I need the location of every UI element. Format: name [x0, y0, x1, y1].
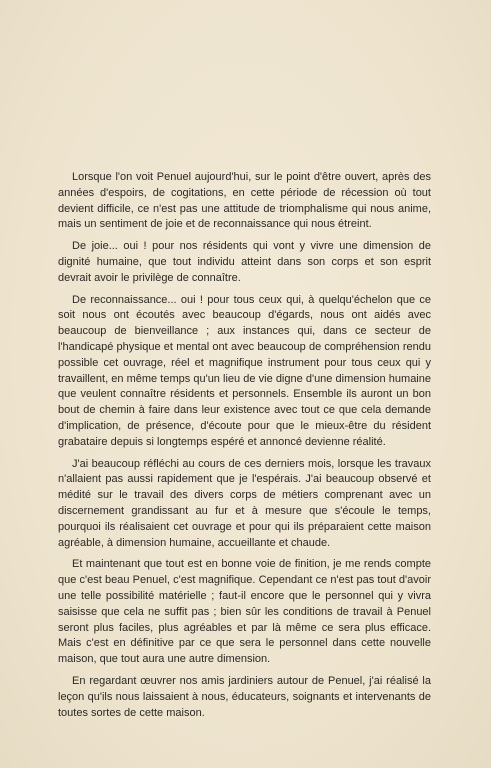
paragraph-1: Lorsque l'on voit Penuel aujourd'hui, sur le point d'être ouvert, après des années d'espoirs, de cogitations, en cette période de récession où tout devient difficile, ce n'est pas une attitude de triomphalisme qui nous anime, mais un sentiment de joie et de reconnaissance qui nous étreint.: [58, 171, 431, 231]
body-text: [58, 170, 431, 727]
paragraph-4: J'ai beaucoup réfléchi au cours de ces derniers mois, lorsque les travaux n'allaient pas aussi rapidement que je l'espérais. J'ai beaucoup observé et médité sur le travail des divers corps de métiers comprenant avec un discernement grandissant au fur et à mesure que s'écoule le temps, pourquoi ils réalisaient cet ouvrage et pour qui ils préparaient cette maison agréable, à dimension humaine, accueillante et chaude.: [58, 457, 431, 549]
paragraph-6: En regardant œuvrer nos amis jardiniers autour de Penuel, j'ai réalisé la leçon qu'ils nous laissaient à nous, éducateurs, soignants et intervenants de toutes sortes de cette maison.: [58, 674, 431, 719]
paragraph-5: Et maintenant que tout est en bonne voie de finition, je me rends compte que c'est beau Penuel, c'est magnifique. Cependant ce n'est pas tout d'avoir une telle possibilité matérielle ; faut-il encore que le personnel qui y vivra saisisse que cela ne suffit pas ; bien sûr les conditions de travail à Penuel seront plus faciles, plus agréables et par là même ce sera plus efficace. Mais c'est en définitive par ce que sera le personnel dans cette nouvelle maison, que tout aura une autre dimension.: [58, 558, 431, 666]
paragraph-3: De reconnaissance... oui ! pour tous ceux qui, à quelqu'échelon que ce soit nous ont écoutés avec beaucoup d'égards, nous ont aidés avec beaucoup de bienveillance ; aux instances qui, dans ce secteur de l'handicapé physique et mental ont avec beaucoup de compréhension rendu possible cet ouvrage, réel et magnifique instrument pour tous ceux qui y travaillent, en même temps qu'un lieu de vie digne d'une dimension humaine que veulent connaître résidents et personnels. Ensemble ils auront un bon bout de chemin à faire dans leur existence avec tout ce que cela demande d'implication, de présence, d'écoute pour que le mieux-être du résident grabataire depuis si longtemps espéré et annoncé devienne réalité.: [58, 293, 431, 448]
paragraph-2: De joie... oui ! pour nos résidents qui vont y vivre une dimension de dignité humaine, que tout individu atteint dans son corps et son esprit devrait avoir le privilège de connaître.: [58, 240, 431, 284]
